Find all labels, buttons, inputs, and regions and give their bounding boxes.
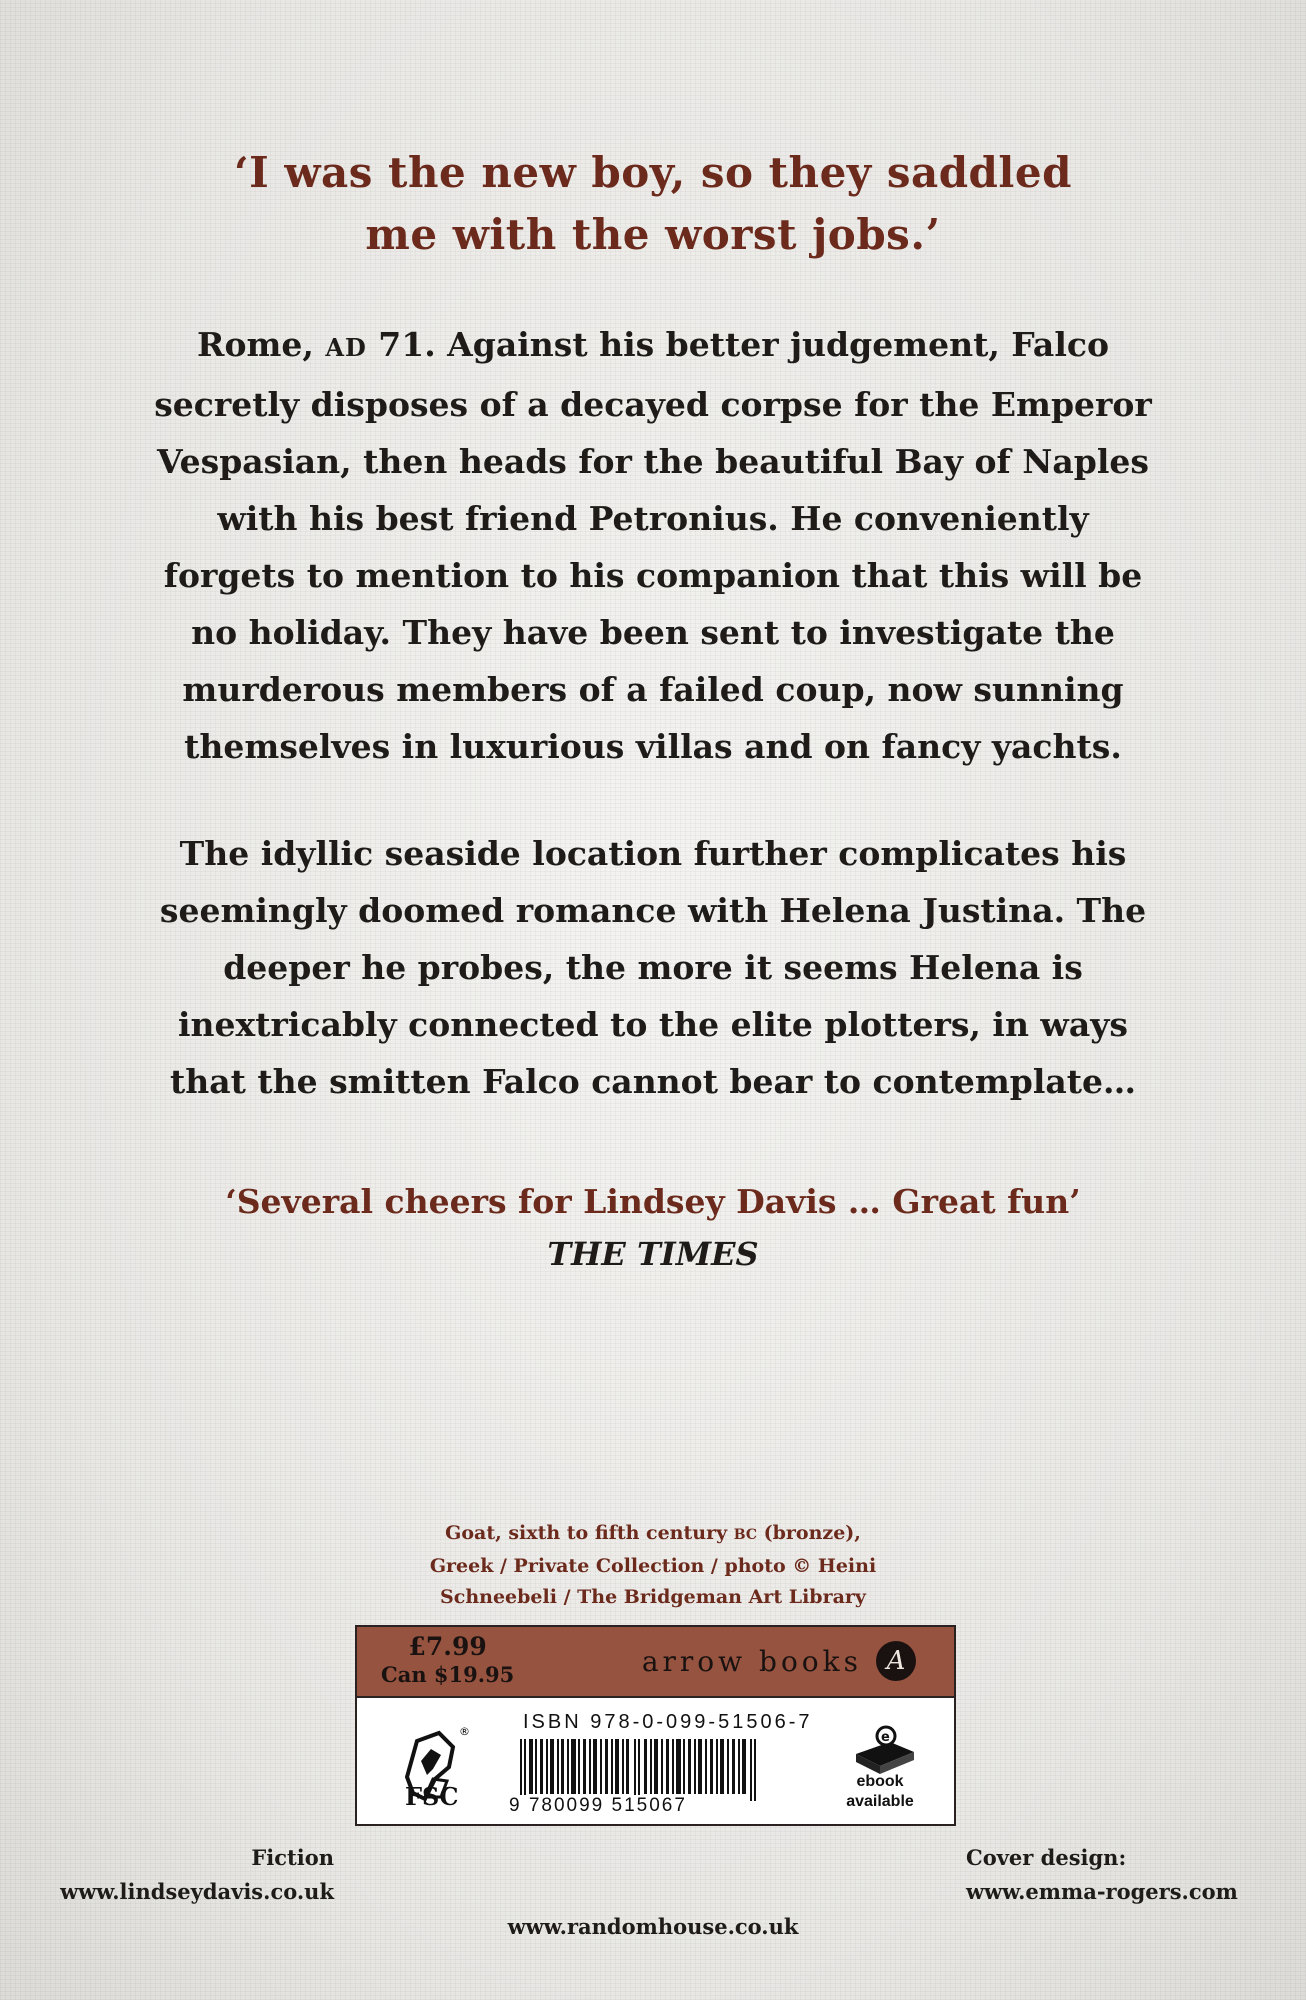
credit-line-1a: Goat, sixth to fifth century <box>445 1522 734 1544</box>
designer-website: www.emma-rogers.com <box>966 1879 1238 1904</box>
ebook-label-line-2: available <box>846 1793 914 1810</box>
publisher-logo-icon: A <box>876 1641 916 1681</box>
fsc-label: FSC <box>405 1782 459 1811</box>
svg-text:e: e <box>881 1730 890 1745</box>
barcode-icon <box>520 1739 760 1801</box>
author-website: www.lindseydavis.co.uk <box>60 1879 334 1904</box>
cover-design-label: Cover design: <box>966 1845 1127 1870</box>
price-can: Can $19.95 <box>381 1662 515 1687</box>
blurb-paragraph-2: The idyllic seaside location further complicates his seemingly doomed romance with Helena Justina. The deeper he probes, the more it seems Helena is inextricably connected to the elite plotters, in ways that the smitten Falco cannot bear to contemplate… <box>159 834 1147 1101</box>
review-source: THE TIMES <box>547 1235 759 1273</box>
genre-label: Fiction <box>251 1845 334 1870</box>
publisher-website: www.randomhouse.co.uk <box>507 1914 799 1939</box>
review-quote: ‘Several cheers for Lindsey Davis … Great fun’ <box>225 1182 1081 1221</box>
ebook-label <box>815 1772 945 1812</box>
tagline-line-2: me with the worst jobs.’ <box>365 210 941 259</box>
price-band <box>357 1627 954 1698</box>
price-uk: £7.99 <box>408 1632 487 1661</box>
image-credit <box>0 1518 1306 1613</box>
credit-line-1 <box>0 1518 1306 1551</box>
credit-era: BC <box>733 1527 758 1543</box>
blurb-text: 71. Against his better judgement, Falco secretly disposes of a decayed corpse for the Emperor Vespasian, then heads for the beautiful Bay of Naples with his best friend Petronius. He conveniently forgets to mention to his companion that this will be no holiday. They have been sent to investigate the murderous members of a failed coup, now sunning themselves in luxurious villas and on fancy yachts. <box>154 325 1152 766</box>
blurb-lead: Rome, <box>197 325 326 364</box>
ebook-label-line-1: ebook <box>856 1773 904 1790</box>
ebook-book-icon <box>850 1724 920 1776</box>
barcode-number: 9 780099 515067 <box>509 1795 687 1816</box>
footer-left <box>38 1841 334 1909</box>
price-barcode-box <box>355 1625 956 1826</box>
credit-line-2: Greek / Private Collection / photo © Heini <box>429 1555 877 1577</box>
footer-right <box>966 1841 1266 1909</box>
credit-line-1b: (bronze), <box>757 1522 861 1544</box>
blurb-era: AD <box>325 333 367 362</box>
publisher-name: arrow books <box>641 1645 862 1678</box>
tagline <box>0 142 1306 266</box>
price <box>381 1633 514 1689</box>
tagline-line-1: ‘I was the new boy, so they saddled <box>234 148 1072 197</box>
svg-text:®: ® <box>459 1725 470 1738</box>
credit-line-3: Schneebeli / The Bridgeman Art Library <box>440 1586 866 1608</box>
blurb-paragraph-1 <box>150 316 1156 775</box>
isbn: ISBN 978-0-099-51506-7 <box>523 1711 813 1733</box>
